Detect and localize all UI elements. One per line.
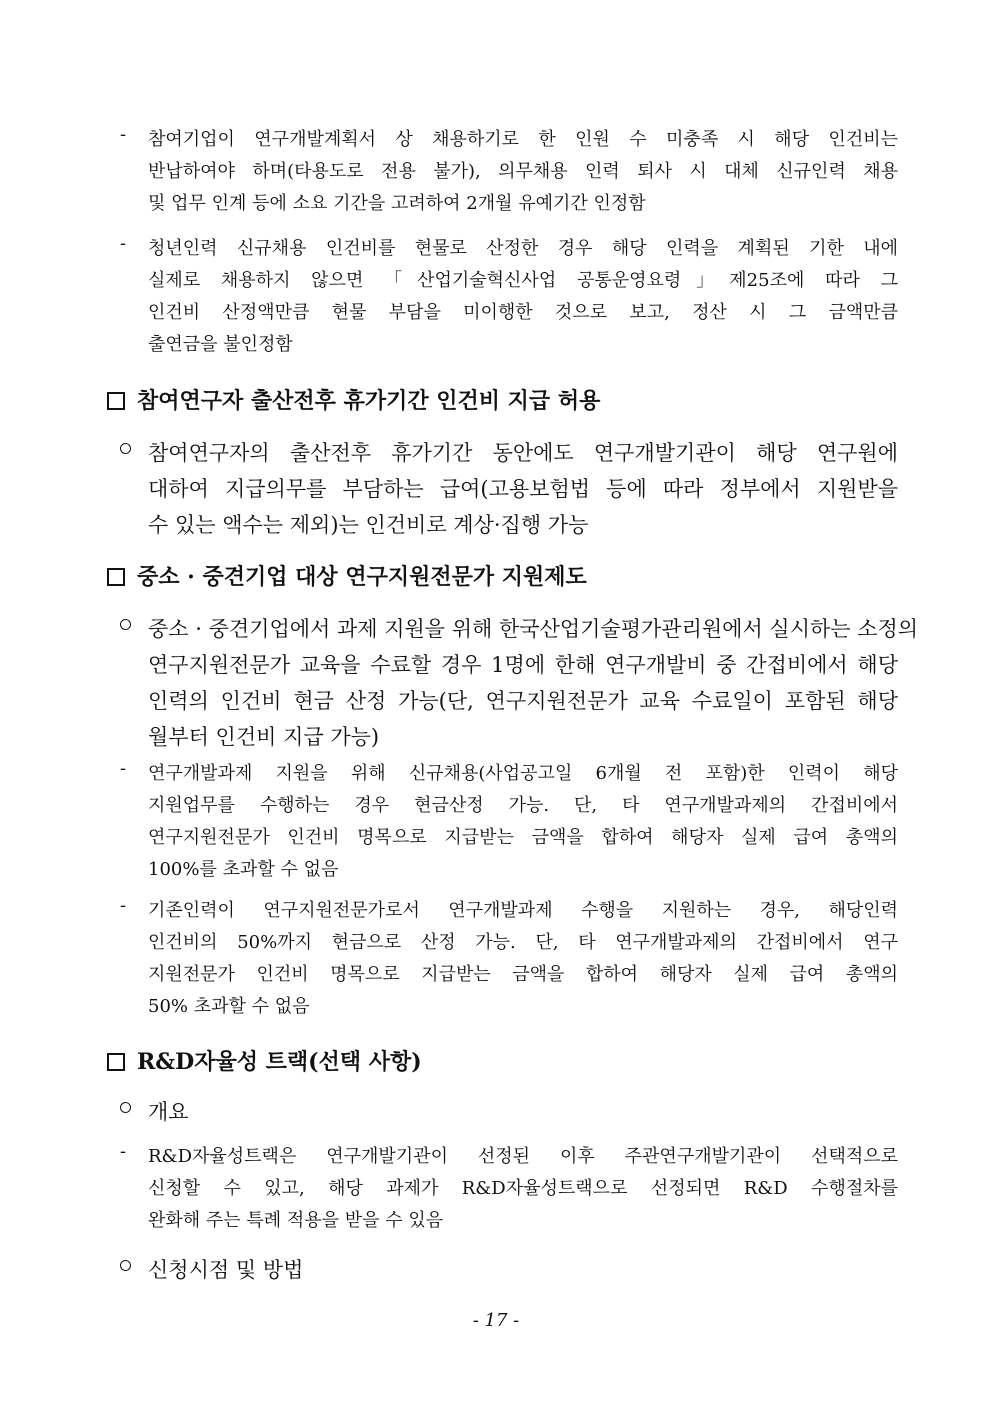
text-line: 대하여 지급의무를 부담하는 급여(고용보험법 등에 따라 정부에서 지원받을: [148, 477, 898, 501]
section-heading-text: R&D자율성 트랙(선택 사항): [137, 1049, 422, 1075]
dash-item-text: [148, 1141, 898, 1237]
dash-item-text: [148, 895, 898, 1023]
text-line: 기존인력이 연구지원전문가로서 연구개발과제 수행을 지원하는 경우, 해당인력: [148, 900, 898, 921]
dash-bullet: -: [120, 124, 127, 145]
dash-item-text: [148, 758, 898, 886]
circle-bullet-icon: [120, 1252, 131, 1276]
text-line: 월부터 인건비 지급 가능): [148, 725, 380, 749]
section-heading-text: 중소 · 중견기업 대상 연구지원전문가 지원제도: [137, 564, 587, 590]
text-line: 개요: [148, 1100, 189, 1124]
dash-bullet: -: [120, 1141, 127, 1162]
circle-item-text: [148, 611, 919, 755]
text-line: 인건비 산정액만큼 현물 부담을 미이행한 것으로 보고, 정산 시 그 금액만큼: [148, 302, 898, 323]
text-line: R&D자율성트랙은 연구개발기관이 선정된 이후 주관연구개발기관이 선택적으로: [148, 1146, 898, 1167]
text-line: 연구지원전문가 교육을 수료할 경우 1명에 한해 연구개발비 중 간접비에서 해당: [148, 653, 898, 677]
circle-item-text: [148, 1252, 898, 1288]
text-line: 연구개발과제 지원을 위해 신규채용(사업공고일 6개월 전 포함)한 인력이 해당: [148, 763, 898, 784]
text-line: 수 있는 액수는 제외)는 인건비로 계상·집행 가능: [148, 513, 589, 537]
text-line: 참여기업이 연구개발계획서 상 채용하기로 한 인원 수 미충족 시 해당 인건비는: [148, 129, 898, 150]
text-line: 인건비의 50%까지 현금으로 산정 가능. 단, 타 연구개발과제의 간접비에서 연구: [148, 932, 898, 953]
dash-bullet: -: [120, 895, 127, 916]
text-line: 지원전문가 인건비 명목으로 지급받는 금액을 합하여 해당자 실제 급여 총액의: [148, 964, 898, 985]
text-line: 완화해 주는 특례 적용을 받을 수 있음: [148, 1210, 444, 1231]
checkbox-square-icon: [107, 568, 125, 586]
text-line: 지원업무를 수행하는 경우 현금산정 가능. 단, 타 연구개발과제의 간접비에서: [148, 795, 898, 816]
text-line: 청년인력 신규채용 인건비를 현물로 산정한 경우 해당 인력을 계획된 기한 내에: [148, 238, 898, 259]
text-line: 중소 · 중견기업에서 과제 지원을 위해 한국산업기술평가관리원에서 실시하는 소정의: [148, 617, 919, 641]
text-line: 및 업무 인계 등에 소요 기간을 고려하여 2개월 유예기간 인정함: [148, 193, 646, 214]
text-line: 50% 초과할 수 없음: [148, 996, 310, 1017]
circle-bullet-icon: [120, 1094, 131, 1118]
text-line: 신청시점 및 방법: [148, 1258, 304, 1282]
circle-bullet-icon: [120, 435, 131, 459]
section-heading-text: 참여연구자 출산전후 휴가기간 인건비 지급 허용: [137, 388, 601, 414]
text-line: 신청할 수 있고, 해당 과제가 R&D자율성트랙으로 선정되면 R&D 수행절차를: [148, 1178, 898, 1199]
circle-bullet-icon: [120, 611, 131, 635]
circle-item-text: [148, 435, 898, 543]
text-line: 100%를 초과할 수 없음: [148, 859, 339, 880]
circle-item-text: [148, 1094, 898, 1130]
dash-item-text: [148, 124, 898, 220]
text-line: 연구지원전문가 인건비 명목으로 지급받는 금액을 합하여 해당자 실제 급여 총액의: [148, 827, 898, 848]
page-number: - 17 -: [472, 1310, 520, 1331]
checkbox-square-icon: [107, 1053, 125, 1071]
dash-bullet: -: [120, 758, 127, 779]
dash-item-text: [148, 233, 898, 361]
section-heading: [107, 383, 600, 419]
text-line: 출연금을 불인정함: [148, 334, 293, 355]
text-line: 반납하여야 하며(타용도로 전용 불가), 의무채용 인력 퇴사 시 대체 신규인력 채용: [148, 161, 898, 182]
dash-bullet: -: [120, 233, 127, 254]
checkbox-square-icon: [107, 392, 125, 410]
text-line: 인력의 인건비 현금 산정 가능(단, 연구지원전문가 교육 수료일이 포함된 해당: [148, 689, 898, 713]
section-heading: [107, 559, 587, 595]
text-line: 실제로 채용하지 않으면 「산업기술혁신사업 공통운영요령」제25조에 따라 그: [148, 270, 898, 291]
section-heading: [107, 1044, 422, 1080]
text-line: 참여연구자의 출산전후 휴가기간 동안에도 연구개발기관이 해당 연구원에: [148, 441, 898, 465]
